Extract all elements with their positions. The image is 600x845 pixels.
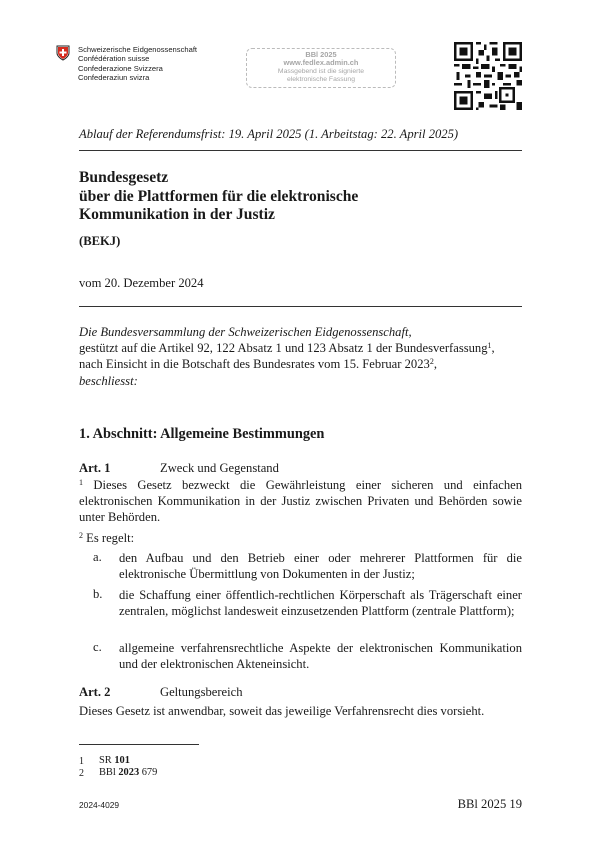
article-2-title: Geltungsbereich	[160, 685, 243, 699]
preamble-decides: beschliesst:	[79, 373, 138, 388]
section-heading: 1. Abschnitt: Allgemeine Bestimmungen	[79, 426, 325, 442]
article-2-text: Dieses Gesetz ist anwendbar, soweit das jeweilige Verfahrensrecht dies vorsieht.	[79, 704, 485, 718]
fedlex-stamp	[246, 48, 396, 88]
article-1-paragraph-1-text: Dieses Gesetz bezweckt die Gewährleistung einer sicheren und einfachen elektronischen Kommunikation in der Justiz zwischen Privaten und Behörden sowie unter Behörden.	[79, 478, 523, 525]
law-title	[79, 169, 358, 225]
list-item-b-mark: b.	[93, 587, 103, 601]
stamp-line-4: elektronische Fassung	[286, 76, 355, 84]
law-title-line-3: Kommunikation in der Justiz	[79, 206, 275, 224]
confederation-name-fr: Confédération suisse	[78, 54, 150, 64]
confederation-name-it: Confederazione Svizzera	[78, 63, 163, 73]
article-1-paragraph-2-text: Es regelt:	[86, 531, 135, 545]
footnote-2-prefix: BBl	[99, 767, 119, 778]
paragraph-number: 2	[79, 531, 83, 540]
law-abbreviation: (BEKJ)	[79, 234, 121, 248]
confederation-name-rm: Confederaziun svizra	[78, 72, 150, 82]
footnote-ref-1[interactable]: 1	[487, 341, 492, 351]
stamp-line-3: Massgebend ist die signierte	[277, 67, 365, 75]
footnote-ref-2[interactable]: 2	[429, 357, 434, 367]
article-1-paragraph-1	[79, 477, 522, 526]
confederation-name-de: Schweizerische Eidgenossenschaft	[78, 45, 198, 54]
preamble-message-end: ,	[433, 357, 437, 372]
article-1-number: Art. 1	[79, 461, 111, 475]
bbl-reference: BBl 2025 19	[457, 797, 522, 811]
law-date: vom 20. Dezember 2024	[79, 276, 204, 290]
referendum-deadline: Ablauf der Referendumsfrist: 19. April 2025 (1. Arbeitstag: 22. April 2025)	[79, 127, 459, 141]
list-item-a: den Aufbau und den Betrieb einer oder mehrerer Plattformen für die elektronische Übermittlung von Dokumenten in der Justiz;	[119, 551, 522, 582]
document-id: 2024-4029	[79, 800, 120, 810]
footnote-2	[99, 767, 157, 778]
footnote-1-number: 1	[79, 756, 84, 767]
paragraph-number: 1	[79, 478, 83, 487]
preamble-basis	[79, 340, 522, 356]
qr-code-icon	[454, 42, 522, 110]
divider-middle	[79, 306, 522, 307]
list-item-b: die Schaffung einer öffentlich-rechtlichen Körperschaft als Trägerschaft einer zentralen, möglichst landesweit einzusetzenden Plattform (zentrale Plattform);	[119, 588, 522, 619]
swiss-crest-icon	[56, 45, 70, 61]
law-title-line-1: Bundesgesetz	[79, 169, 169, 186]
article-2-number: Art. 2	[79, 685, 111, 699]
footnote-2-number: 2	[79, 768, 84, 779]
footnote-1-prefix: SR	[99, 755, 115, 766]
preamble-assembly: Die Bundesversammlung der Schweizerischen Eidgenossenschaft,	[79, 325, 412, 339]
divider-top	[79, 150, 522, 151]
preamble-basis-end: ,	[491, 341, 495, 356]
preamble-message	[79, 356, 522, 372]
footnote-divider	[79, 744, 199, 745]
footnote-2-suffix: 679	[139, 767, 158, 778]
footnote-1	[99, 755, 130, 766]
stamp-line-1: BBl 2025	[305, 50, 337, 59]
preamble-basis-text: gestützt auf die Artikel 92, 122 Absatz 1 und 123 Absatz 1 der Bundesverfassung	[79, 341, 488, 356]
list-item-c: allgemeine verfahrensrechtliche Aspekte der elektronischen Kommunikation und der elektronischen Akteneinsicht.	[119, 641, 522, 672]
footnote-1-bold: 101	[114, 755, 130, 766]
law-title-line-2: über die Plattformen für die elektronische	[79, 187, 359, 205]
article-1-title: Zweck und Gegenstand	[160, 461, 279, 475]
article-1-paragraph-2	[79, 530, 522, 546]
list-item-a-mark: a.	[93, 550, 102, 564]
preamble	[79, 324, 522, 389]
stamp-line-2: www.fedlex.admin.ch	[283, 58, 359, 68]
preamble-message-text: nach Einsicht in die Botschaft des Bundesrates vom 15. Februar 2023	[79, 357, 430, 372]
footnote-2-bold: 2023	[118, 767, 140, 778]
list-item-c-mark: c.	[93, 640, 102, 654]
confederation-names	[78, 45, 197, 82]
